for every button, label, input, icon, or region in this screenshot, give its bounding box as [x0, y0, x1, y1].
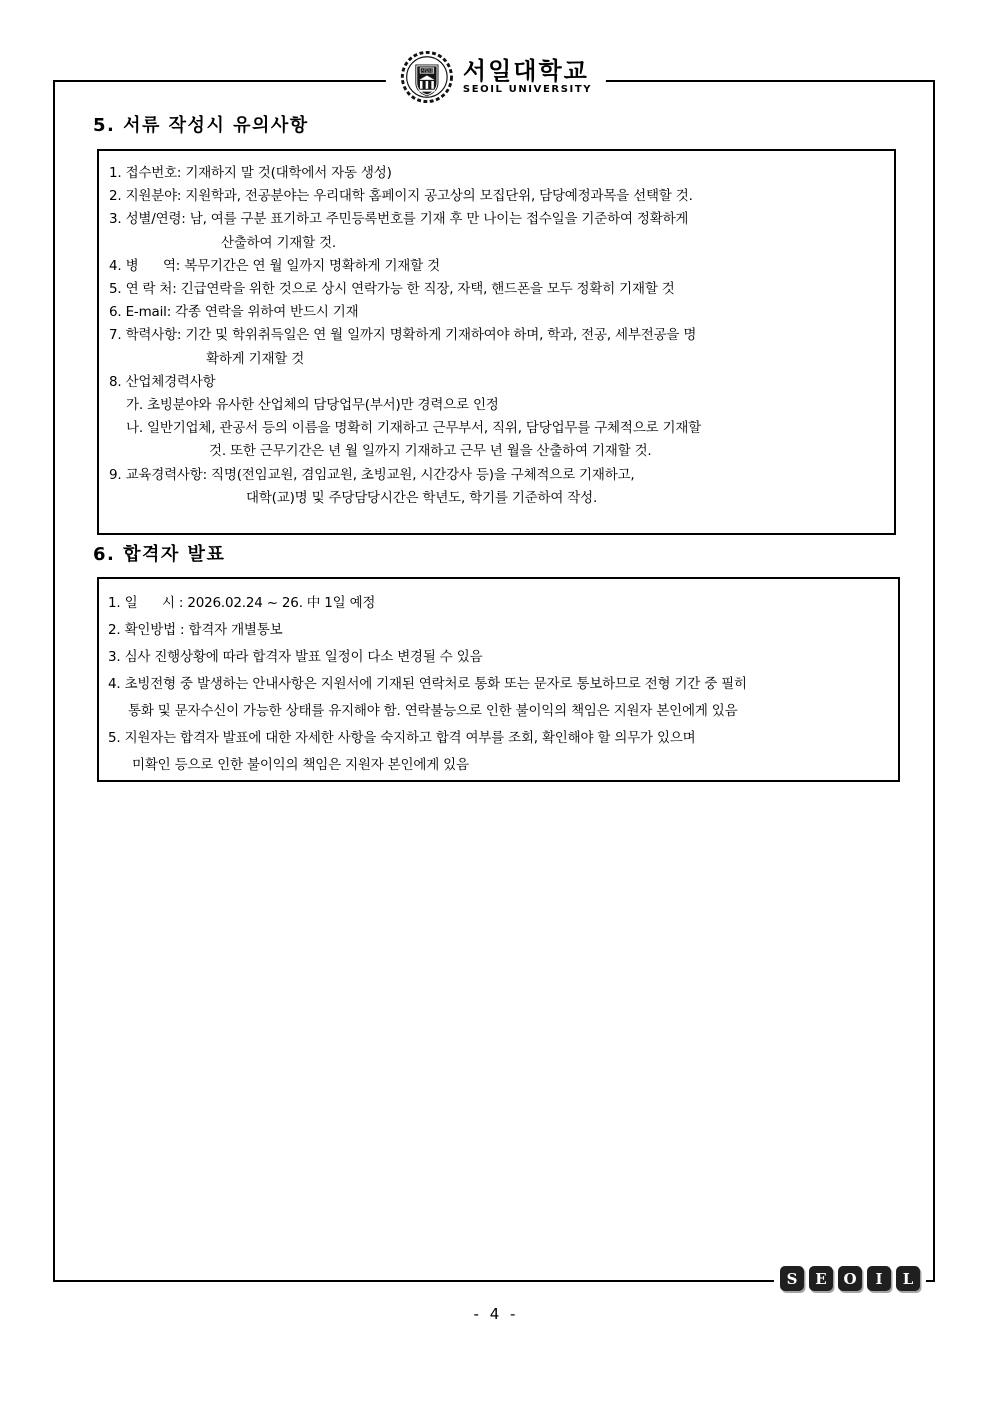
- section-title-document-notes: 5. 서류 작성시 유의사항: [93, 115, 309, 136]
- document-notes-box: [97, 149, 896, 535]
- note-line: 5. 연 락 처: 긴급연락을 위한 것으로 상시 연락가능 한 직장, 자택, 핸드폰을 모두 정확히 기재할 것: [109, 281, 675, 298]
- announcement-line: 1. 일 시 : 2026.02.24 ~ 26. 中 1일 예정: [108, 595, 376, 611]
- seoil-tile-letter: I: [867, 1266, 891, 1291]
- note-line: 7. 학력사항: 기간 및 학위취득일은 연 월 일까지 명확하게 기재하여야 하며, 학과, 전공, 세부전공을 명: [109, 327, 697, 344]
- pass-announcement-box: [97, 577, 900, 782]
- seoil-block-logo: [774, 1266, 926, 1291]
- page-number: - 4 -: [473, 1305, 519, 1323]
- note-line: 2. 지원분야: 지원학과, 전공분야는 우리대학 홈페이지 공고상의 모집단위, 담당예정과목을 선택할 것.: [109, 188, 693, 205]
- seoil-tile-letter: S: [780, 1266, 804, 1291]
- announcement-line: 5. 지원자는 합격자 발표에 대한 자세한 사항을 숙지하고 합격 여부를 조회, 확인해야 할 의무가 있으며: [108, 730, 696, 746]
- note-line: 9. 교육경력사항: 직명(전임교원, 겸임교원, 초빙교원, 시간강사 등)을 구체적으로 기재하고,: [109, 466, 635, 483]
- note-subline: 가. 초빙분야와 유사한 산업체의 담당업무(부서)만 경력으로 인정: [126, 397, 499, 414]
- note-line: 6. E-mail: 각종 연락을 위하여 반드시 기재: [109, 304, 359, 321]
- note-line-continuation: 대학(교)명 및 주당담당시간은 학년도, 학기를 기준하여 작성.: [246, 489, 598, 506]
- announcement-line: 3. 심사 진행상황에 따라 합격자 발표 일정이 다소 변경될 수 있음: [108, 649, 483, 665]
- announcement-line: 4. 초빙전형 중 발생하는 안내사항은 지원서에 기재된 연락처로 통화 또는 문자로 통보하므로 전형 기간 중 필히: [108, 676, 747, 692]
- note-subline: 나. 일반기업체, 관공서 등의 이름을 명확히 기재하고 근무부서, 직위, 담당업무를 구체적으로 기재할: [126, 420, 702, 437]
- university-name-korean: 서일대학교: [462, 56, 589, 85]
- note-line-continuation: 산출하여 기재할 것.: [221, 234, 337, 251]
- seoil-tile-letter: E: [809, 1266, 833, 1291]
- note-line: 3. 성별/연령: 남, 여를 구분 표기하고 주민등록번호를 기재 후 만 나이는 접수일을 기준하여 정확하게: [109, 211, 689, 228]
- announcement-line: 2. 확인방법 : 합격자 개별통보: [108, 622, 283, 638]
- section-title-pass-announcement: 6. 합격자 발표: [93, 544, 226, 565]
- note-line: 8. 산업체경력사항: [109, 373, 216, 390]
- note-line: 4. 병 역: 복무기간은 연 월 일까지 명확하게 기재할 것: [109, 257, 440, 274]
- announcement-line-continuation: 통화 및 문자수신이 가능한 상태를 유지해야 함. 연락불능으로 인한 불이익의 책임은 지원자 본인에게 있음: [128, 703, 738, 719]
- university-logo-text: [462, 56, 593, 96]
- note-line-continuation: 것. 또한 근무기간은 년 월 일까지 기재하고 근무 년 월을 산출하여 기재할 것.: [209, 443, 652, 460]
- seoil-tile-letter: L: [896, 1266, 920, 1291]
- university-seal-icon: [400, 50, 454, 104]
- seoil-tile-letter: O: [838, 1266, 862, 1291]
- university-logo: [386, 50, 606, 104]
- note-line: 1. 접수번호: 기재하지 말 것(대학에서 자동 생성): [109, 165, 392, 181]
- university-name-english: SEOIL UNIVERSITY: [462, 83, 593, 95]
- svg-text:서일대: 서일대: [421, 68, 433, 74]
- note-line-continuation: 확하게 기재할 것: [206, 350, 305, 367]
- announcement-line-continuation: 미확인 등으로 인한 불이익의 책임은 지원자 본인에게 있음: [132, 757, 469, 773]
